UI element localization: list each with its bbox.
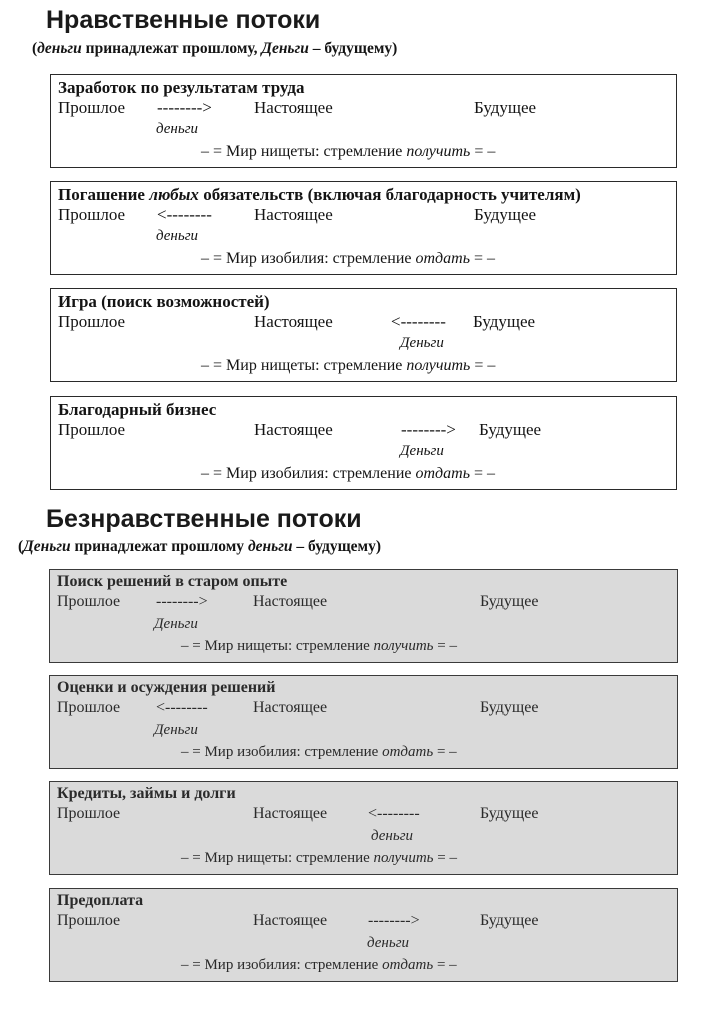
world-prefix: – = Мир изобилия: стремление xyxy=(201,465,416,482)
world-verb: отдать xyxy=(415,250,470,267)
world-verb: отдать xyxy=(382,744,434,760)
flow-future-label: Будущее xyxy=(480,805,539,822)
world-verb: отдать xyxy=(382,957,434,973)
flow-present-label: Настоящее xyxy=(254,98,333,117)
flow-money-label: Деньги xyxy=(400,443,444,459)
title-part-b: обязательств (включая благодарность учителям) xyxy=(198,185,581,204)
flow-arrow: --------> xyxy=(368,912,420,929)
flow-arrow: <-------- xyxy=(368,805,420,822)
flow-title: Предоплата xyxy=(57,892,144,909)
world-prefix: – = Мир нищеты: стремление xyxy=(201,357,407,374)
immoral-section-title: Безнравственные потоки xyxy=(46,505,362,533)
world-suffix: = – xyxy=(469,465,495,482)
world-prefix: – = Мир изобилия: стремление xyxy=(181,957,383,973)
flow-past-label: Прошлое xyxy=(57,912,121,929)
subtitle-mid: принадлежат прошлому, xyxy=(81,40,262,57)
flow-present-label: Настоящее xyxy=(253,805,328,822)
flow-world-line xyxy=(201,250,495,268)
flow-money-label: Деньги xyxy=(154,722,198,738)
flow-arrow: --------> xyxy=(157,98,212,117)
subtitle-money-upper: Деньги xyxy=(261,40,309,57)
flow-box-obligations xyxy=(50,181,677,275)
world-verb: получить xyxy=(373,638,434,654)
world-prefix: – = Мир изобилия: стремление xyxy=(201,250,416,267)
flow-present-label: Настоящее xyxy=(253,593,328,610)
subtitle-money-lower: деньги xyxy=(37,40,82,57)
flow-arrow: <-------- xyxy=(156,699,208,716)
flow-future-label: Будущее xyxy=(480,593,539,610)
subtitle-open: ( xyxy=(32,40,38,57)
flow-world-line xyxy=(181,638,457,655)
immoral-section-subtitle xyxy=(18,538,381,556)
world-verb: получить xyxy=(373,850,434,866)
flow-present-label: Настоящее xyxy=(253,912,328,929)
world-prefix: – = Мир нищеты: стремление xyxy=(181,638,374,654)
flow-money-label: деньги xyxy=(156,228,199,244)
flow-past-label: Прошлое xyxy=(58,420,126,439)
flow-title: Кредиты, займы и долги xyxy=(57,785,236,802)
flow-world-line xyxy=(201,357,495,375)
flow-future-label: Будущее xyxy=(479,420,542,439)
title-part-a: Погашение xyxy=(58,185,150,204)
world-verb: получить xyxy=(406,357,471,374)
flow-money-label: деньги xyxy=(156,121,199,137)
world-suffix: = – xyxy=(433,744,457,760)
flow-box-earnings xyxy=(50,74,677,168)
flow-money-label: деньги xyxy=(367,935,410,951)
flow-box-game xyxy=(50,288,677,382)
flow-past-label: Прошлое xyxy=(57,699,121,716)
flow-money-label: Деньги xyxy=(154,616,198,632)
flow-world-line xyxy=(181,957,457,974)
world-suffix: = – xyxy=(433,850,457,866)
flow-box-grateful-business xyxy=(50,396,677,490)
flow-future-label: Будущее xyxy=(474,205,537,224)
flow-arrow: --------> xyxy=(401,420,456,439)
flow-past-label: Прошлое xyxy=(58,98,126,117)
flow-world-line xyxy=(181,850,457,867)
moral-section-title: Нравственные потоки xyxy=(46,6,321,34)
world-prefix: – = Мир нищеты: стремление xyxy=(201,143,407,160)
flow-box-credits xyxy=(49,781,678,875)
flow-box-prepayment xyxy=(49,888,678,982)
flow-arrow: <-------- xyxy=(157,205,212,224)
flow-money-label: Деньги xyxy=(400,335,444,351)
subtitle-tail: – будущему) xyxy=(308,40,398,57)
flow-title: Игра (поиск возможностей) xyxy=(58,292,270,311)
title-part-italic: любых xyxy=(149,185,199,204)
flow-future-label: Будущее xyxy=(474,98,537,117)
flow-present-label: Настоящее xyxy=(253,699,328,716)
flow-box-old-experience xyxy=(49,569,678,663)
world-suffix: = – xyxy=(469,250,495,267)
world-verb: получить xyxy=(406,143,471,160)
flow-world-line xyxy=(181,744,457,761)
moral-section-subtitle xyxy=(32,40,397,58)
flow-arrow: <-------- xyxy=(391,312,446,331)
flow-title xyxy=(58,185,581,205)
world-prefix: – = Мир нищеты: стремление xyxy=(181,850,374,866)
flow-world-line xyxy=(201,465,495,483)
world-suffix: = – xyxy=(433,957,457,973)
world-suffix: = – xyxy=(470,143,496,160)
flow-future-label: Будущее xyxy=(480,912,539,929)
subtitle-money-lower: деньги xyxy=(247,538,293,555)
subtitle-tail: – будущему) xyxy=(292,538,382,555)
flow-past-label: Прошлое xyxy=(58,205,126,224)
flow-present-label: Настоящее xyxy=(254,420,333,439)
world-suffix: = – xyxy=(470,357,496,374)
flow-present-label: Настоящее xyxy=(254,205,333,224)
subtitle-open: ( xyxy=(18,538,24,555)
flow-world-line xyxy=(201,143,495,161)
world-prefix: – = Мир изобилия: стремление xyxy=(181,744,383,760)
flow-money-label: деньги xyxy=(371,828,414,844)
world-suffix: = – xyxy=(433,638,457,654)
subtitle-money-upper: Деньги xyxy=(23,538,71,555)
world-verb: отдать xyxy=(415,465,470,482)
flow-box-judgement xyxy=(49,675,678,769)
flow-present-label: Настоящее xyxy=(254,312,333,331)
flow-arrow: --------> xyxy=(156,593,208,610)
flow-past-label: Прошлое xyxy=(57,805,121,822)
flow-title: Заработок по результатам труда xyxy=(58,78,305,97)
flow-future-label: Будущее xyxy=(480,699,539,716)
subtitle-mid: принадлежат прошлому xyxy=(70,538,248,555)
flow-past-label: Прошлое xyxy=(58,312,126,331)
flow-title: Оценки и осуждения решений xyxy=(57,679,276,696)
flow-title: Поиск решений в старом опыте xyxy=(57,573,288,590)
flow-title: Благодарный бизнес xyxy=(58,400,217,419)
flow-past-label: Прошлое xyxy=(57,593,121,610)
flow-future-label: Будущее xyxy=(473,312,536,331)
